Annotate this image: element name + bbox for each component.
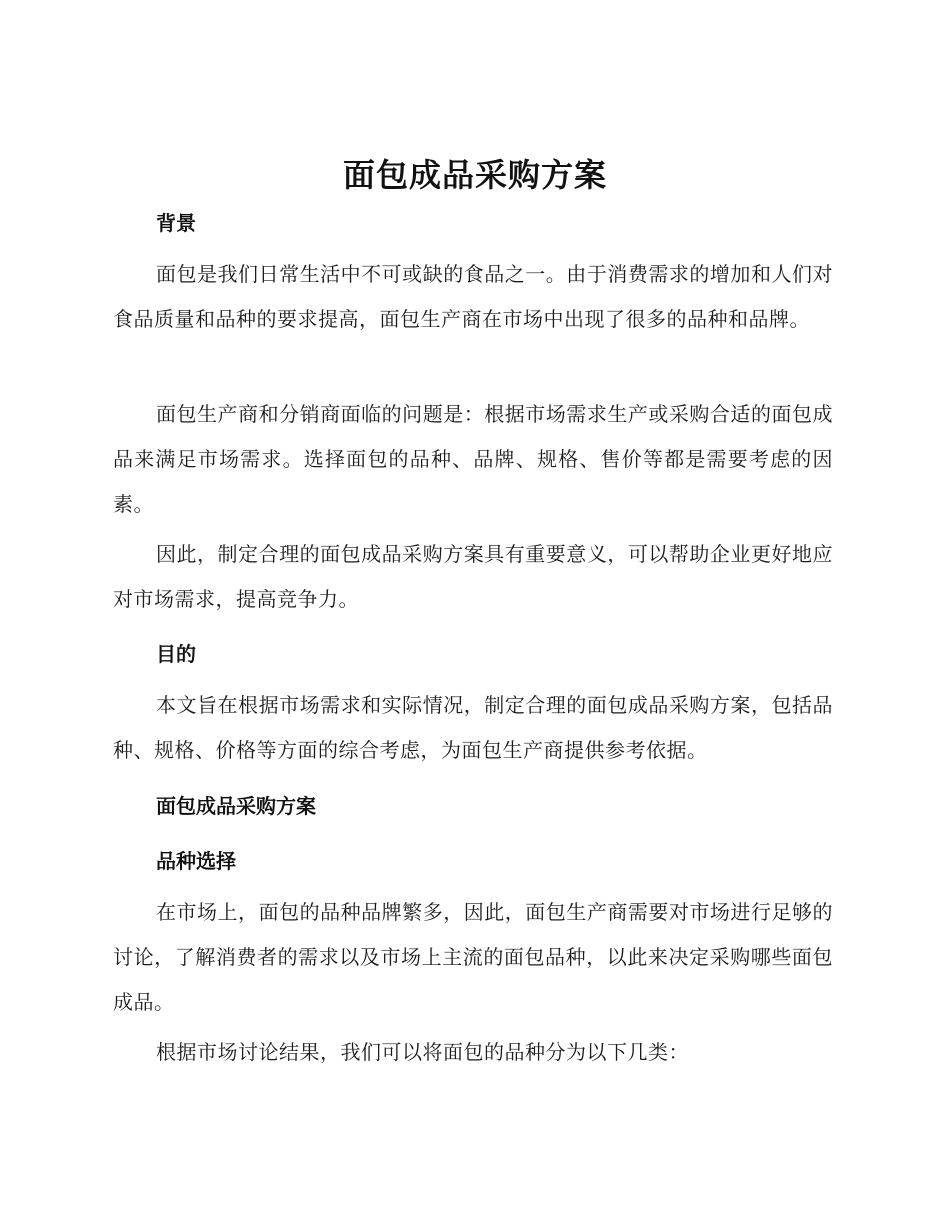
paragraph-variety-2: 根据市场讨论结果，我们可以将面包的品种分为以下几类：: [156, 1040, 689, 1064]
paragraph-purpose-1: 本文旨在根据市场需求和实际情况，制定合理的面包成品采购方案，包括品种、规格、价格等方面的综合考虑，为面包生产商提供参考依据。: [113, 693, 833, 762]
paragraph-variety-1: 在市场上，面包的品种品牌繁多，因此，面包生产商需要对市场进行足够的讨论，了解消费者的需求以及市场上主流的面包品种，以此来决定采购哪些面包成品。: [113, 900, 833, 1014]
heading-variety: 品种选择: [156, 849, 236, 873]
heading-plan: 面包成品采购方案: [156, 794, 316, 818]
paragraph-background-1: 面包是我们日常生活中不可或缺的食品之一。由于消费需求的增加和人们对食品质量和品种的要求提高，面包生产商在市场中出现了很多的品种和品牌。: [113, 262, 833, 331]
paragraph-background-3: 因此，制定合理的面包成品采购方案具有重要意义，可以帮助企业更好地应对市场需求，提高竞争力。: [113, 542, 833, 611]
document-title: 面包成品采购方案: [342, 156, 607, 194]
heading-purpose: 目的: [156, 642, 196, 666]
heading-background: 背景: [156, 211, 196, 235]
paragraph-background-2: 面包生产商和分销商面临的问题是：根据市场需求生产或采购合适的面包成品来满足市场需求。选择面包的品种、品牌、规格、售价等都是需要考虑的因素。: [113, 402, 833, 516]
